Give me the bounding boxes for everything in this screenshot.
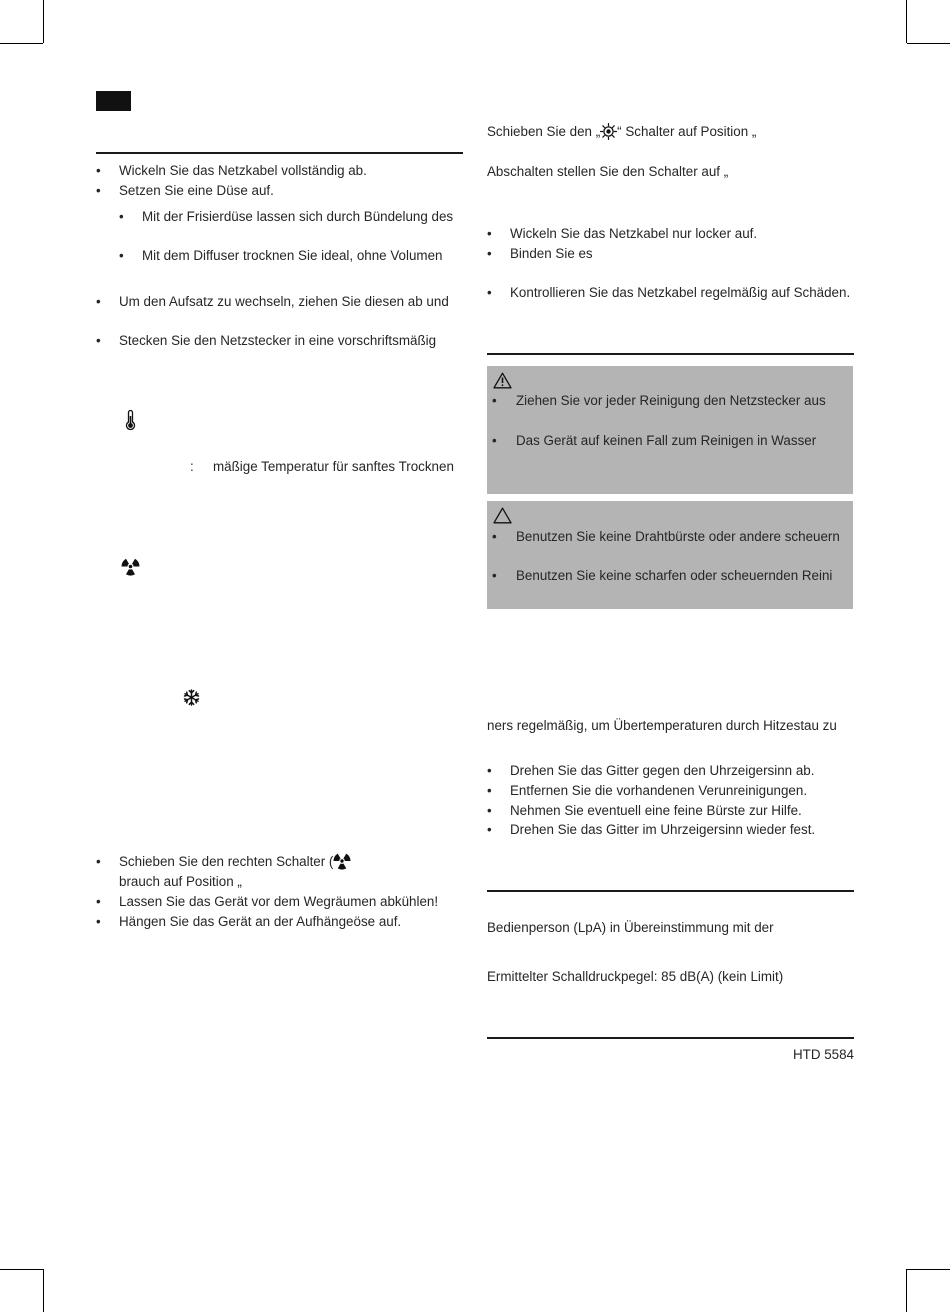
list-item-continuation: brauch auf Position „ bbox=[119, 874, 242, 889]
list-item-text: Nehmen Sie eventuell eine feine Bürste zur Hilfe. bbox=[510, 803, 802, 818]
list-item-text: Setzen Sie eine Düse auf. bbox=[119, 183, 274, 198]
list-item-text: Binden Sie es bbox=[510, 246, 593, 261]
crop-mark bbox=[906, 0, 907, 43]
section-rule bbox=[487, 353, 854, 355]
sun-icon bbox=[600, 123, 617, 140]
off-instruction: Abschalten stellen Sie den Schalter auf „ bbox=[487, 164, 729, 179]
crop-mark bbox=[907, 43, 950, 44]
bullet: • bbox=[492, 529, 497, 544]
filter-paragraph: ners regelmäßig, um Übertemperaturen durch Hitzestau zu bbox=[487, 718, 837, 733]
model-number: HTD 5584 bbox=[792, 1047, 854, 1062]
switch-instruction bbox=[487, 122, 756, 142]
warning-item bbox=[492, 431, 816, 451]
thermometer-icon bbox=[125, 410, 136, 431]
list-item-text: Wickeln Sie das Netzkabel nur locker auf. bbox=[510, 226, 758, 241]
list-item bbox=[487, 224, 757, 244]
fan-icon bbox=[333, 852, 351, 870]
bullet: • bbox=[96, 894, 101, 909]
list-item bbox=[487, 820, 815, 840]
list-item-text: Drehen Sie das Gitter gegen den Uhrzeigersinn ab. bbox=[510, 763, 815, 778]
sub-list-item bbox=[119, 246, 442, 266]
bullet: • bbox=[96, 294, 101, 309]
switch-text-start: Schieben Sie den „ bbox=[487, 124, 601, 139]
footer-rule bbox=[487, 1037, 854, 1039]
bullet: • bbox=[96, 163, 101, 178]
noise-value: Ermittelter Schalldruckpegel: 85 dB(A) (kein Limit) bbox=[487, 969, 784, 984]
warning-triangle-icon bbox=[493, 372, 512, 389]
list-item bbox=[487, 761, 814, 781]
noise-paragraph: Bedienperson (LpA) in Übereinstimmung mit der bbox=[487, 920, 774, 935]
warning-item bbox=[492, 391, 826, 411]
list-item bbox=[96, 161, 367, 181]
warning-item-text: Ziehen Sie vor jeder Reinigung den Netzstecker aus bbox=[516, 393, 826, 408]
caution-box bbox=[487, 501, 853, 609]
list-item bbox=[96, 852, 351, 872]
bullet: • bbox=[487, 246, 492, 261]
list-item bbox=[96, 892, 438, 912]
list-item-text: Mit der Frisierdüse lassen sich durch Bündelung des bbox=[142, 209, 454, 224]
list-item bbox=[96, 292, 449, 312]
crop-mark bbox=[907, 1269, 950, 1270]
caution-item bbox=[492, 566, 832, 586]
switch-text-end: “ Schalter auf Position „ bbox=[617, 124, 757, 139]
fan-icon bbox=[121, 557, 140, 576]
temperature-description: mäßige Temperatur für sanftes Trocknen bbox=[213, 459, 454, 474]
bullet: • bbox=[487, 763, 492, 778]
list-item bbox=[487, 781, 807, 801]
crop-mark bbox=[0, 43, 43, 44]
bullet: • bbox=[96, 183, 101, 198]
bullet: • bbox=[487, 783, 492, 798]
page-tab bbox=[96, 91, 131, 111]
list-item-text: Schieben Sie den rechten Schalter ( bbox=[119, 854, 334, 869]
bullet: • bbox=[487, 226, 492, 241]
list-item bbox=[487, 244, 593, 264]
bullet: • bbox=[487, 803, 492, 818]
list-item-text: Kontrollieren Sie das Netzkabel regelmäßig auf Schäden. bbox=[510, 285, 851, 300]
list-item-text: Hängen Sie das Gerät an der Aufhängeöse auf. bbox=[119, 914, 402, 929]
temperature-separator: : bbox=[190, 459, 194, 474]
list-item bbox=[96, 912, 401, 932]
bullet: • bbox=[119, 248, 124, 263]
caution-item-text: Benutzen Sie keine scharfen oder scheuernden Reini bbox=[516, 568, 833, 583]
list-item-text: Drehen Sie das Gitter im Uhrzeigersinn wieder fest. bbox=[510, 822, 816, 837]
list-item bbox=[96, 181, 274, 201]
warning-box bbox=[487, 366, 853, 494]
list-item bbox=[96, 331, 436, 351]
crop-mark bbox=[906, 1269, 907, 1312]
list-item-text: Lassen Sie das Gerät vor dem Wegräumen abkühlen! bbox=[119, 894, 439, 909]
bullet: • bbox=[492, 568, 497, 583]
caution-item bbox=[492, 527, 840, 547]
bullet: • bbox=[119, 209, 124, 224]
bullet: • bbox=[492, 393, 497, 408]
crop-mark bbox=[43, 1269, 44, 1312]
bullet: • bbox=[492, 433, 497, 448]
bullet: • bbox=[487, 285, 492, 300]
list-item-text: Stecken Sie den Netzstecker in eine vorschriftsmäßig bbox=[119, 333, 437, 348]
list-item bbox=[487, 801, 802, 821]
crop-mark bbox=[0, 1269, 43, 1270]
crop-mark bbox=[43, 0, 44, 43]
caution-triangle-icon bbox=[493, 507, 512, 524]
list-item-text: Mit dem Diffuser trocknen Sie ideal, ohne Volumen bbox=[142, 248, 443, 263]
list-item-text: Um den Aufsatz zu wechseln, ziehen Sie diesen ab und bbox=[119, 294, 449, 309]
list-item bbox=[487, 283, 850, 303]
bullet: • bbox=[96, 914, 101, 929]
caution-item-text: Benutzen Sie keine Drahtbürste oder andere scheuern bbox=[516, 529, 840, 544]
snowflake-icon bbox=[183, 689, 200, 706]
bullet: • bbox=[96, 854, 101, 869]
warning-item-text: Das Gerät auf keinen Fall zum Reinigen in Wasser bbox=[516, 433, 817, 448]
sub-list-item bbox=[119, 207, 453, 227]
section-rule bbox=[487, 890, 854, 892]
bullet: • bbox=[96, 333, 101, 348]
section-rule bbox=[96, 152, 463, 154]
list-item-text: Wickeln Sie das Netzkabel vollständig ab. bbox=[119, 163, 367, 178]
list-item-text: Entfernen Sie die vorhandenen Verunreinigungen. bbox=[510, 783, 808, 798]
bullet: • bbox=[487, 822, 492, 837]
